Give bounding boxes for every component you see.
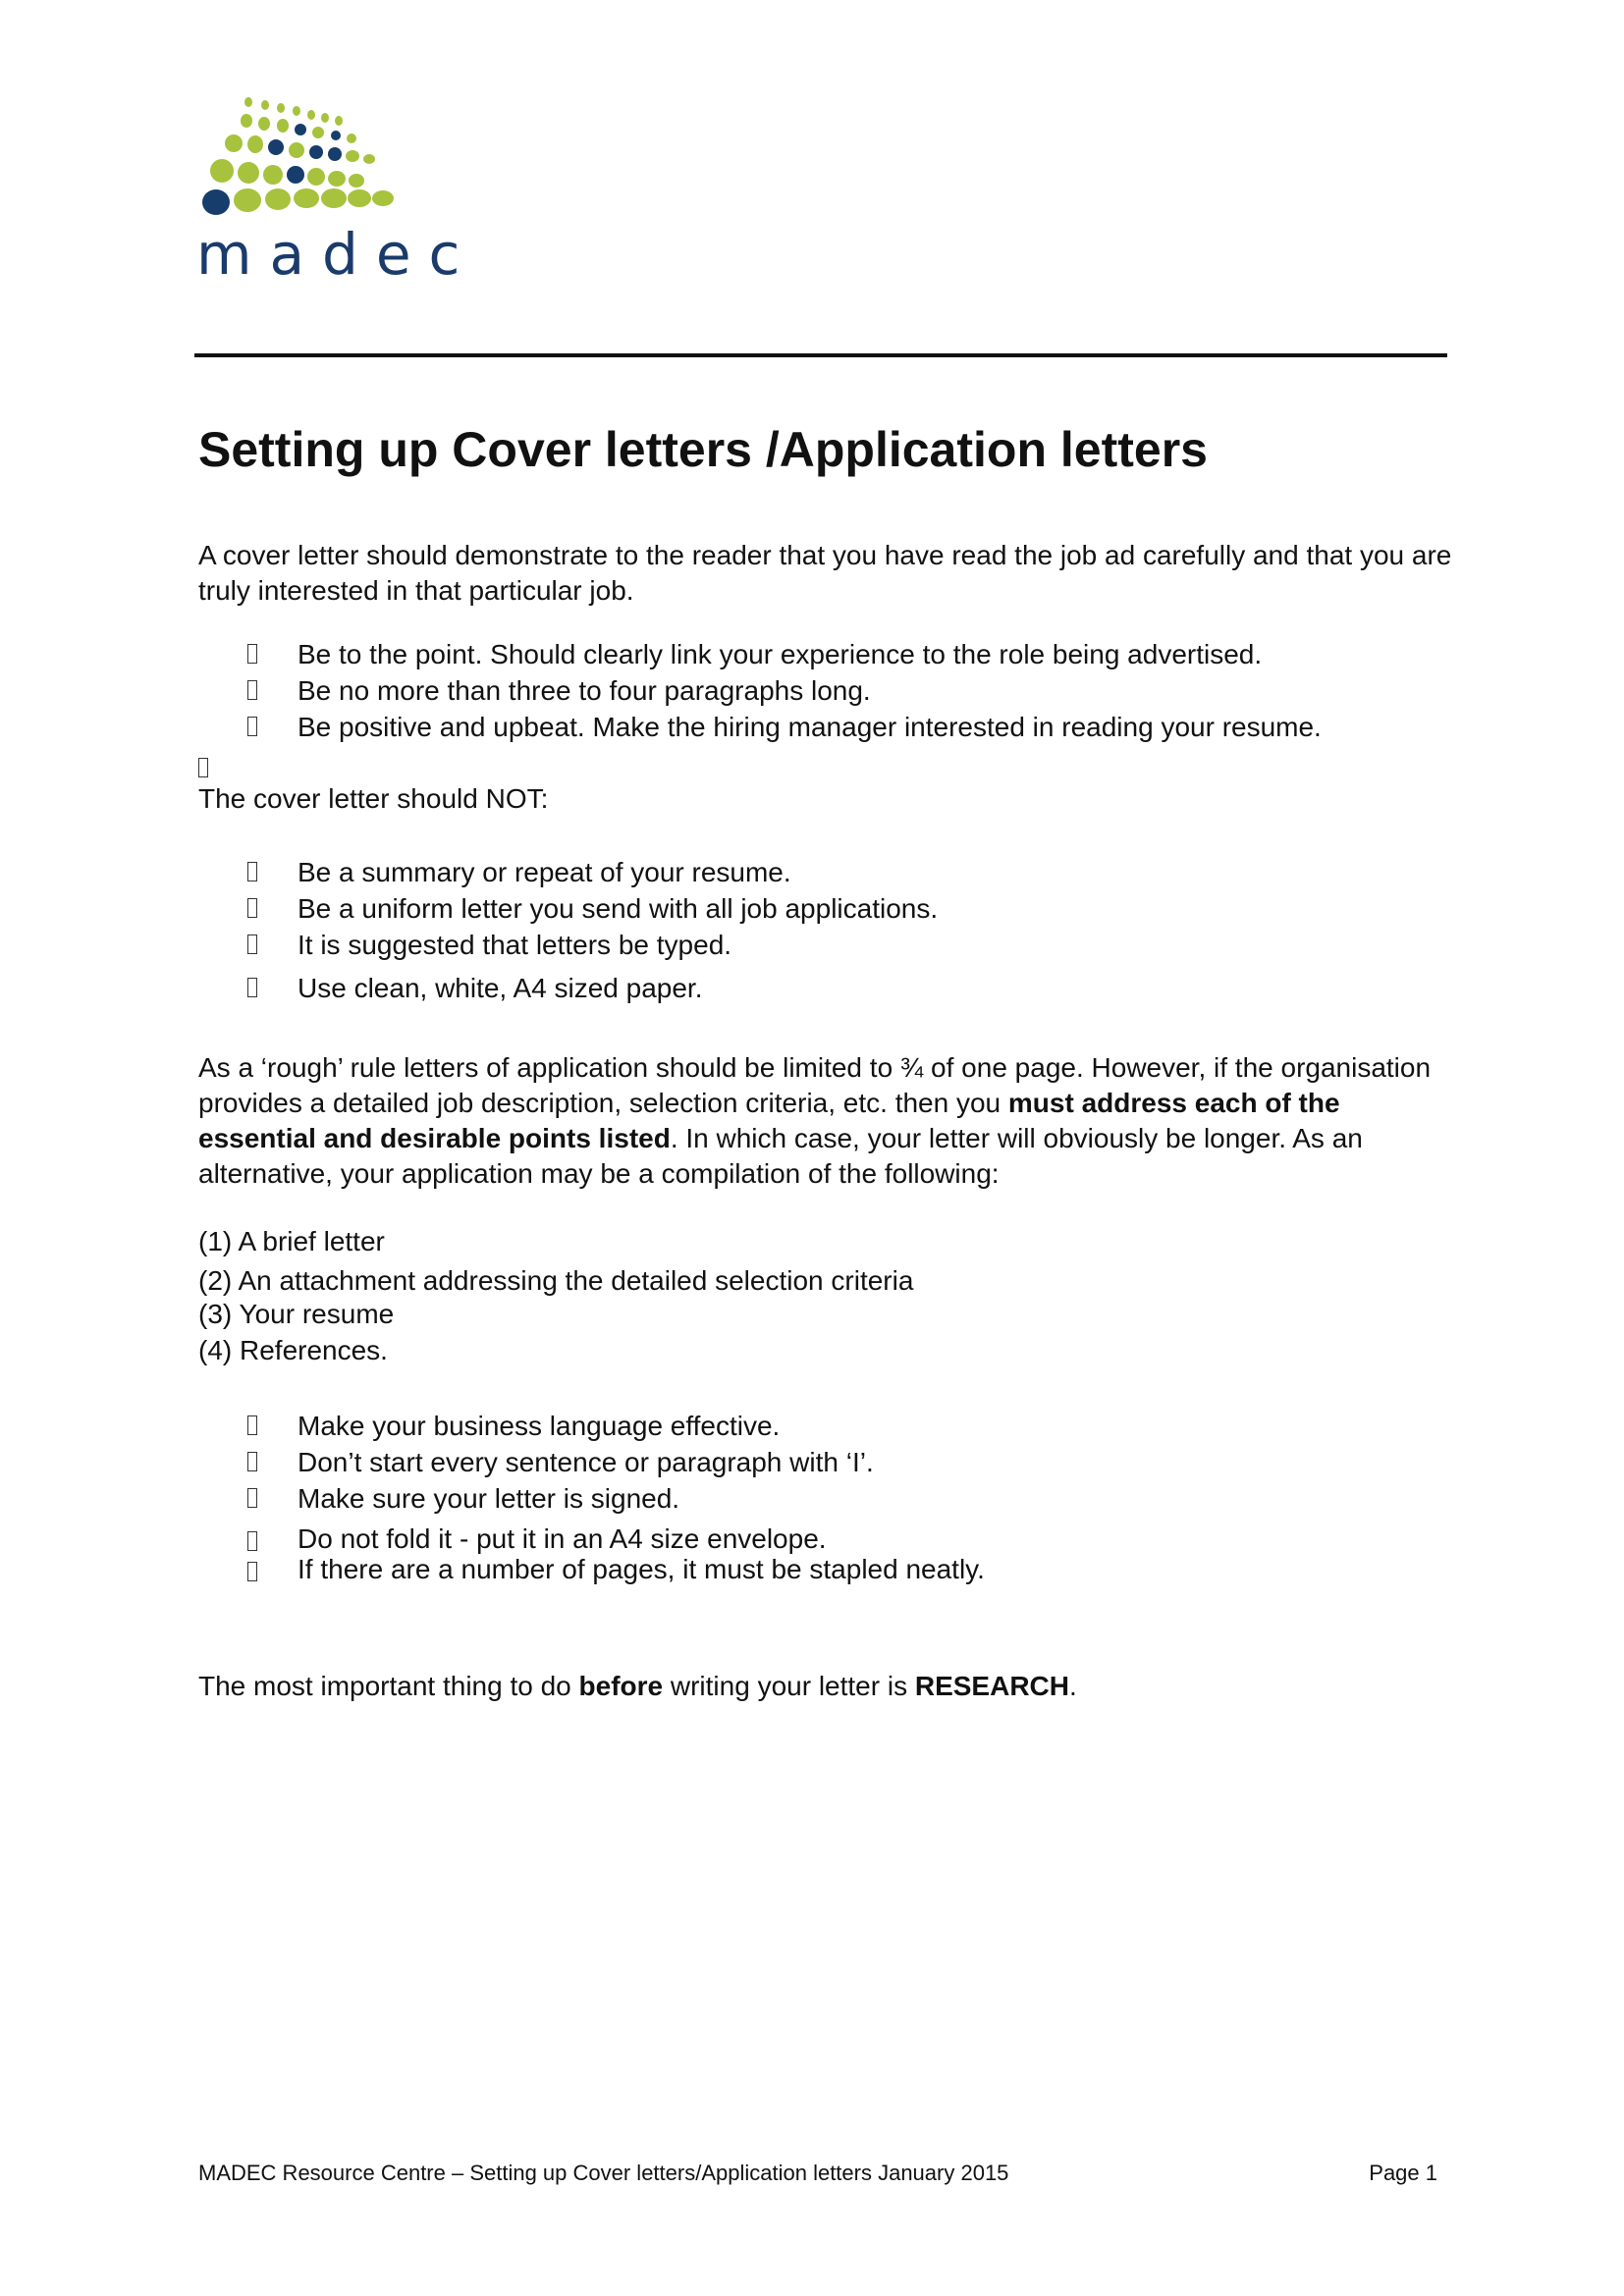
list-item: Be positive and upbeat. Make the hiring manager interested in reading your resume. bbox=[198, 709, 1455, 745]
madec-logo bbox=[192, 94, 478, 291]
bullet-icon bbox=[247, 1562, 257, 1581]
bullet-icon bbox=[247, 680, 257, 700]
bullet-icon bbox=[247, 644, 257, 664]
rough-rule-emphasis: must address each of the essential and desirable points listed bbox=[198, 1088, 1340, 1153]
should-not-list bbox=[198, 854, 1455, 1006]
closing-paragraph bbox=[198, 1669, 1455, 1704]
list-item: Do not fold it - put it in an A4 size envelope. bbox=[198, 1523, 1455, 1554]
list-item: (3) Your resume bbox=[198, 1299, 395, 1329]
logo-wordmark: madec bbox=[196, 221, 478, 288]
footer-text: MADEC Resource Centre – Setting up Cover letters/Application letters January 2015 bbox=[198, 2161, 1009, 2185]
rough-rule-text: As a ‘rough’ rule letters of application should be limited to ¾ of one page. However, if the organisation provides a detailed job description, selection criteria, etc. then you must address each of the essential and desirable points listed. In which case, your letter will obviously be longer. As an alternative, your application may be a compilation of the following: bbox=[198, 1052, 1432, 1189]
bullet-icon bbox=[247, 978, 257, 997]
header-rule bbox=[194, 353, 1447, 357]
list-item: It is suggested that letters be typed. bbox=[198, 927, 1455, 963]
list-item: Be a summary or repeat of your resume. bbox=[198, 854, 1455, 890]
bullet-icon bbox=[247, 934, 257, 954]
tips-list-section bbox=[198, 1408, 1455, 1584]
list-item: If there are a number of pages, it must be stapled neatly. bbox=[198, 1554, 1455, 1584]
intro-text: A cover letter should demonstrate to the reader that you have read the job ad carefully and that you are truly interested in that particular job. bbox=[198, 540, 1452, 606]
logo-dots-graphic bbox=[192, 94, 428, 222]
intro-paragraph bbox=[198, 538, 1455, 609]
should-list-section bbox=[198, 636, 1455, 745]
list-item: (1) A brief letter bbox=[198, 1226, 385, 1256]
list-item: Be no more than three to four paragraphs long. bbox=[198, 672, 1455, 709]
bullet-icon bbox=[247, 1415, 257, 1435]
should-not-list-section bbox=[198, 854, 1455, 1006]
should-not-heading-text: The cover letter should NOT: bbox=[198, 783, 549, 814]
stray-bullet-icon bbox=[198, 758, 208, 777]
page-number: Page 1 bbox=[1369, 2161, 1437, 2185]
bullet-icon bbox=[247, 1488, 257, 1508]
bullet-icon bbox=[247, 898, 257, 918]
bullet-icon bbox=[247, 717, 257, 736]
list-item: Make sure your letter is signed. bbox=[198, 1480, 1455, 1517]
tips-list bbox=[198, 1408, 1455, 1584]
closing-emphasis-before: before bbox=[578, 1671, 664, 1701]
list-item: Be a uniform letter you send with all job applications. bbox=[198, 890, 1455, 927]
should-not-heading bbox=[198, 781, 1455, 817]
rough-rule-paragraph bbox=[198, 1050, 1455, 1192]
bullet-icon bbox=[247, 1452, 257, 1471]
bullet-icon bbox=[247, 862, 257, 881]
list-item: Use clean, white, A4 sized paper. bbox=[198, 970, 1455, 1006]
list-item: Make your business language effective. bbox=[198, 1408, 1455, 1444]
list-item: Don’t start every sentence or paragraph with ‘I’. bbox=[198, 1444, 1455, 1480]
list-item: (2) An attachment addressing the detailed selection criteria bbox=[198, 1265, 914, 1296]
numbered-list bbox=[198, 1223, 1455, 1368]
closing-emphasis-research: RESEARCH bbox=[914, 1671, 1069, 1701]
closing-text: The most important thing to do before writing your letter is RESEARCH. bbox=[198, 1671, 1077, 1701]
list-item: (4) References. bbox=[198, 1335, 388, 1365]
list-item: Be to the point. Should clearly link your experience to the role being advertised. bbox=[198, 636, 1455, 672]
should-list bbox=[198, 636, 1455, 745]
bullet-icon bbox=[247, 1531, 257, 1551]
page-title: Setting up Cover letters /Application letters bbox=[198, 422, 1208, 477]
